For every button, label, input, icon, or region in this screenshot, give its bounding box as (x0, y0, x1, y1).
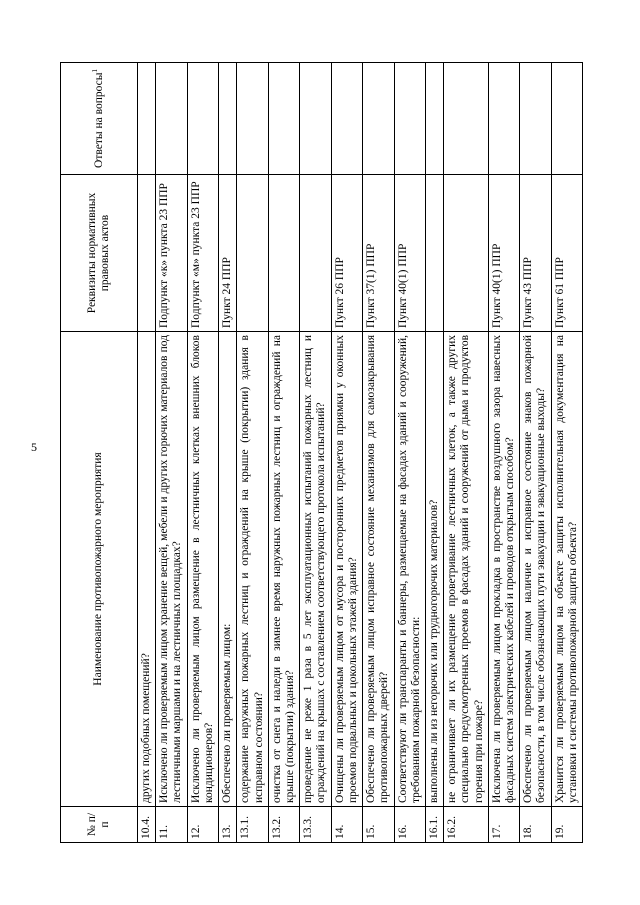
table-row (300, 63, 331, 843)
row-num: 18. (520, 807, 551, 843)
row-num: 12. (187, 807, 218, 843)
table-row (156, 63, 187, 843)
row-num: 16.2. (444, 807, 489, 843)
header-answers (61, 63, 138, 175)
row-num: 13.2. (268, 807, 299, 843)
row-name: содержание наружных пожарных лестниц и ограждений на крыше (покрытии) здания в исправном состоянии? (237, 332, 268, 807)
row-num: 16. (394, 807, 425, 843)
row-answer[interactable] (520, 63, 551, 175)
row-num: 13. (219, 807, 237, 843)
footnote-mark: 1 (91, 69, 100, 73)
row-name: очистка от снега и наледи в зимнее время наружных пожарных лестниц и ограждений на крыше (покрытии) здания? (268, 332, 299, 807)
table-row (237, 63, 268, 843)
table-header-row (61, 63, 138, 843)
header-answers-label: Ответы на вопросы (93, 72, 106, 168)
row-answer[interactable] (268, 63, 299, 175)
row-requisites: Пункт 40(1) ППР (394, 175, 425, 332)
table-row (444, 63, 489, 843)
header-name: Наименование противопожарного мероприятия (61, 332, 138, 807)
row-name: Исключено ли проверяемым лицом хранение вещей, мебели и других горючих материалов под лестничными маршами и на лестничных площадках? (156, 332, 187, 807)
row-name: Хранится ли проверяемым лицом на объекте защиты исполнительная документация на установки и системы противопожарной защиты объекта? (551, 332, 582, 807)
row-requisites (268, 175, 299, 332)
table-row (394, 63, 425, 843)
table-row (425, 63, 443, 843)
row-requisites: Подпункт «м» пункта 23 ППР (187, 175, 218, 332)
row-answer[interactable] (551, 63, 582, 175)
row-requisites: Пункт 26 ППР (331, 175, 362, 332)
row-name: не ограничивает ли их размещение проветривание лестничных клеток, а также других специально предусмотренных проемов в фасадах зданий и сооружений от дыма и продуктов горения при пожаре? (444, 332, 489, 807)
header-requisites: Реквизиты нормативных правовых актов (61, 175, 138, 332)
row-answer[interactable] (219, 63, 237, 175)
row-name: Обеспечено ли проверяемым лицом исправное состояние механизмов для самозакрывания противопожарных дверей? (363, 332, 394, 807)
row-num: 15. (363, 807, 394, 843)
row-requisites: Пункт 61 ППР (551, 175, 582, 332)
row-name: Обеспечено ли проверяемым лицом: (219, 332, 237, 807)
table-row (488, 63, 519, 843)
row-answer[interactable] (363, 63, 394, 175)
rotated-table-container (60, 63, 600, 843)
row-name: выполнены ли из негорючих или трудногорючих материалов? (425, 332, 443, 807)
row-requisites: Пункт 43 ППР (520, 175, 551, 332)
row-name: Обеспечено ли проверяемым лицом наличие и исправное состояние знаков пожарной безопасности, в том числе обозначающих пути эвакуации и эвакуационные выходы? (520, 332, 551, 807)
row-answer[interactable] (187, 63, 218, 175)
table-row (138, 63, 156, 843)
row-num: 19. (551, 807, 582, 843)
row-num: 16.1. (425, 807, 443, 843)
row-answer[interactable] (425, 63, 443, 175)
table-row (187, 63, 218, 843)
row-name: проведение не реже 1 раза в 5 лет эксплуатационных испытаний пожарных лестниц и ограждений на крышах с составлением соответствующего протокола испытаний? (300, 332, 331, 807)
table-row (268, 63, 299, 843)
row-answer[interactable] (300, 63, 331, 175)
row-answer[interactable] (444, 63, 489, 175)
table-row (219, 63, 237, 843)
row-requisites: Пункт 24 ППР (219, 175, 237, 332)
row-num: 13.3. (300, 807, 331, 843)
row-num: 14. (331, 807, 362, 843)
row-num: 13.1. (237, 807, 268, 843)
row-requisites: Пункт 37(1) ППР (363, 175, 394, 332)
row-name: Соответствуют ли транспаранты и баннеры, размещаемые на фасадах зданий и сооружений, требованиям пожарной безопасности: (394, 332, 425, 807)
table-row (551, 63, 582, 843)
table-row (520, 63, 551, 843)
row-name: Исключена ли проверяемым лицом прокладка в пространстве воздушного зазора навесных фасадных систем электрических кабелей и проводов открытым способом? (488, 332, 519, 807)
row-name: Исключено ли проверяемым лицом размещение в лестничных клетках внешних блоков кондиционеров? (187, 332, 218, 807)
row-num: 17. (488, 807, 519, 843)
table-row (363, 63, 394, 843)
row-requisites: Пункт 40(1) ППР (488, 175, 519, 332)
row-answer[interactable] (488, 63, 519, 175)
row-requisites (138, 175, 156, 332)
row-name: других подобных помещений? (138, 332, 156, 807)
row-requisites (444, 175, 489, 332)
row-answer[interactable] (156, 63, 187, 175)
page-number: 5 (31, 440, 37, 454)
row-num: 11. (156, 807, 187, 843)
row-requisites (425, 175, 443, 332)
row-num: 10.4. (138, 807, 156, 843)
row-answer[interactable] (138, 63, 156, 175)
checklist-table (60, 62, 583, 843)
header-num: № п/п (61, 807, 138, 843)
row-name: Очищены ли проверяемым лицом от мусора и посторонних предметов приямки у оконных проемов подвальных и цокольных этажей здания? (331, 332, 362, 807)
row-answer[interactable] (237, 63, 268, 175)
row-answer[interactable] (394, 63, 425, 175)
table-row (331, 63, 362, 843)
row-requisites: Подпункт «к» пункта 23 ППР (156, 175, 187, 332)
row-requisites (237, 175, 268, 332)
row-answer[interactable] (331, 63, 362, 175)
row-requisites (300, 175, 331, 332)
